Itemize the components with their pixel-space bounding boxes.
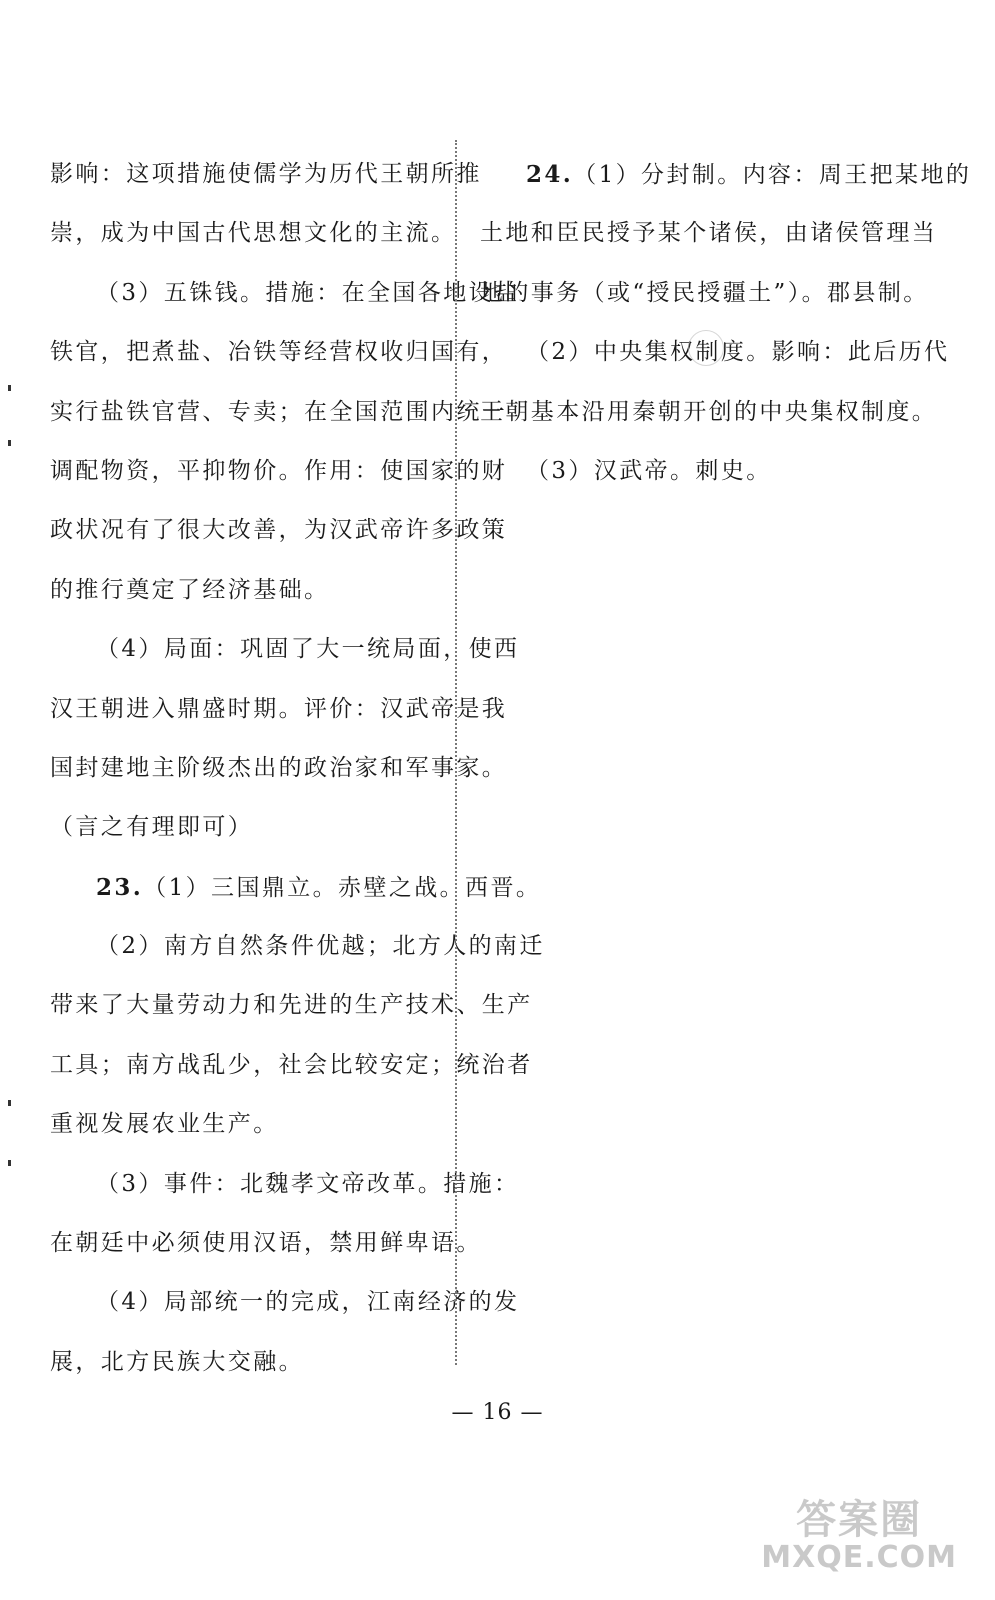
answer-line (50, 739, 508, 798)
answer-line (50, 323, 508, 382)
answer-line (480, 442, 846, 501)
answer-line (50, 1095, 440, 1154)
answer-text: （4）局面：巩固了大一统局面，使西 (96, 636, 520, 663)
answer-text: （2）中央集权制度。影响：此后历代 (526, 339, 950, 366)
answer-text: （1）三国鼎立。赤壁之战。西晋。 (143, 874, 542, 901)
answer-text: 国封建地主阶级杰出的政治家和军事家。 (50, 754, 508, 781)
answer-line (50, 858, 542, 917)
answer-line (50, 383, 508, 442)
answer-text: 影响：这项措施使儒学为历代王朝所推 (50, 161, 482, 187)
answer-text: （3）汉武帝。刺史。 (526, 457, 772, 484)
scan-speck (8, 440, 11, 446)
answer-line (50, 1333, 440, 1392)
answer-line (480, 204, 938, 263)
answer-text: 铁官，把煮盐、冶铁等经营权收归国有， (50, 339, 508, 366)
answer-line (50, 264, 520, 323)
site-watermark-logo (761, 1498, 957, 1574)
watermark-cn-text: 答案圈 (796, 1497, 923, 1543)
answer-line (480, 145, 972, 204)
answer-line (50, 442, 508, 501)
answer-text: 的推行奠定了经济基础。 (50, 576, 330, 603)
answer-text: 展，北方民族大交融。 (50, 1348, 304, 1375)
answer-line (50, 976, 533, 1035)
answer-text: 调配物资，平抑物价。作用：使国家的财 (50, 457, 508, 484)
right-answer-column (480, 145, 972, 501)
answer-text: 工具；南方战乱少，社会比较安定；统治者 (50, 1051, 533, 1078)
answer-text: （2）南方自然条件优越；北方人的南迁 (96, 933, 545, 960)
answer-line (480, 383, 938, 442)
question-number: 24. (526, 161, 574, 188)
answer-line (50, 798, 440, 857)
answer-line (50, 145, 482, 204)
watermark-en-text: MXQE.COM (761, 1540, 957, 1575)
answer-line (50, 620, 520, 679)
answer-text: 土地和臣民授予某个诸侯，由诸侯管理当 (480, 220, 938, 247)
answer-line (50, 680, 508, 739)
answer-text: （言之有理即可） (50, 814, 254, 841)
answer-text: 地的事务（或“授民授疆土”）。郡县制。 (480, 279, 929, 306)
answer-text: 实行盐铁官营、专卖；在全国范围内统一 (50, 398, 508, 425)
answer-text: 政状况有了很大改善，为汉武帝许多政策 (50, 517, 508, 544)
answer-text: 崇，成为中国古代思想文化的主流。 (50, 220, 457, 247)
answer-text: 带来了大量劳动力和先进的生产技术、生产 (50, 992, 533, 1019)
answer-line (50, 1036, 533, 1095)
scan-speck (8, 385, 11, 391)
answer-text: 汉王朝进入鼎盛时期。评价：汉武帝是我 (50, 695, 508, 722)
scan-speck (8, 1160, 11, 1166)
answer-text: 在朝廷中必须使用汉语，禁用鲜卑语。 (50, 1230, 482, 1257)
answer-text: （3）事件：北魏孝文帝改革。措施： (96, 1170, 520, 1197)
scan-speck (8, 1100, 11, 1106)
answer-line (50, 1155, 520, 1214)
faint-stamp-mark (688, 330, 724, 366)
answer-text: （4）局部统一的完成，江南经济的发 (96, 1289, 520, 1316)
answer-line (50, 1273, 520, 1332)
answer-line (50, 917, 545, 976)
answer-line (480, 323, 950, 382)
answer-line (50, 204, 457, 263)
question-number: 23. (96, 873, 144, 901)
column-divider (455, 140, 457, 1365)
answer-line (50, 501, 508, 560)
left-answer-column (50, 145, 545, 1392)
answer-text: （1）分封制。内容：周王把某地的 (573, 162, 972, 188)
answer-text: 重视发展农业生产。 (50, 1111, 279, 1138)
answer-text: 王朝基本沿用秦朝开创的中央集权制度。 (480, 398, 938, 425)
answer-line (480, 264, 929, 323)
answer-line (50, 561, 440, 620)
page-number: — 16 — (451, 1400, 544, 1425)
answer-text: （3）五铢钱。措施：在全国各地设盐 (96, 279, 520, 306)
answer-line (50, 1214, 482, 1273)
